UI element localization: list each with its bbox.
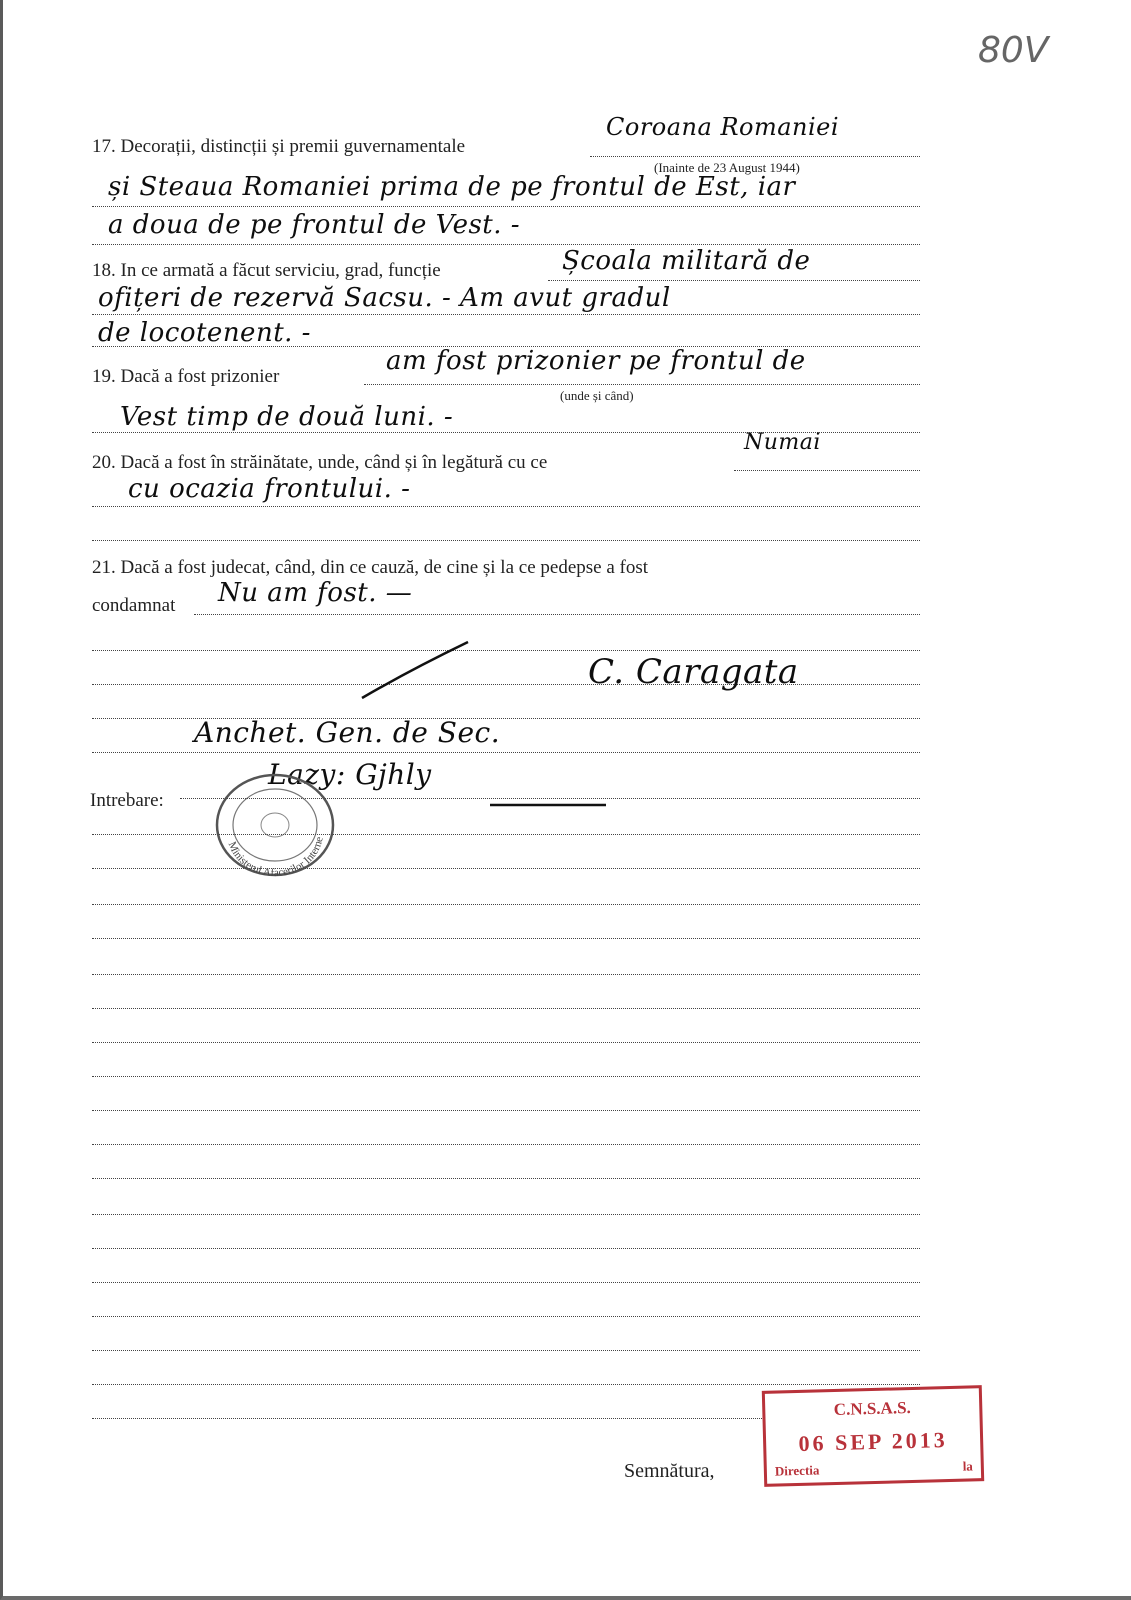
- question-20-label: 20. Dacă a fost în străinătate, unde, când și în legătură cu ce: [92, 452, 548, 473]
- answer-19-line-1: am fost prizonier pe frontul de: [386, 346, 806, 376]
- dotted-rule: [92, 938, 920, 939]
- question-17-label: 17. Decorații, distincții și premii guvernamentale: [92, 136, 466, 157]
- cnsas-stamp-org: C.N.S.A.S.: [833, 1398, 912, 1420]
- dotted-rule: [92, 752, 920, 753]
- dotted-rule: [92, 868, 920, 869]
- signature-stroke: [360, 640, 470, 700]
- cnsas-stamp-date: 06 SEP 2013: [798, 1427, 949, 1456]
- question-21-label-line-1: 21. Dacă a fost judecat, când, din ce cauză, de cine și la ce pedepse a fost: [92, 557, 649, 578]
- officer-note-line-1: Anchet. Gen. de Sec.: [194, 716, 501, 749]
- answer-20-line-2: cu ocazia frontului. -: [128, 474, 411, 504]
- cnsas-stamp: [762, 1385, 984, 1487]
- dotted-rule: [92, 1384, 920, 1385]
- dotted-rule: [92, 1418, 762, 1419]
- dotted-rule: [92, 314, 920, 315]
- dotted-rule: [92, 1316, 920, 1317]
- dotted-rule: [92, 506, 920, 507]
- svg-text:Ministerul Afacerilor Interne: [226, 836, 326, 879]
- dotted-rule: [92, 1042, 920, 1043]
- question-17-hint: (Inainte de 23 August 1944): [654, 160, 800, 175]
- answer-17-line-3: a doua de pe frontul de Vest. -: [108, 210, 521, 240]
- answer-20-line-1: Numai: [744, 430, 821, 455]
- cnsas-stamp-left: Directia: [774, 1462, 820, 1479]
- dotted-rule: [92, 1144, 920, 1145]
- dotted-rule: [92, 1008, 920, 1009]
- answer-18-line-3: de locotenent. -: [98, 318, 311, 348]
- dotted-rule: [734, 470, 920, 471]
- answer-17-line-2: și Steaua Romaniei prima de pe frontul de Est, iar: [108, 172, 796, 202]
- officer-note-line-2: Lazy: Gjhly: [268, 758, 432, 791]
- signature-label: Semnătura,: [624, 1460, 715, 1482]
- dotted-rule: [92, 206, 920, 207]
- intrebare-label: Intrebare:: [90, 790, 164, 811]
- dotted-rule: [180, 798, 920, 799]
- question-19-hint: (unde și când): [560, 388, 634, 403]
- dotted-rule: [92, 650, 920, 651]
- dotted-rule: [92, 1076, 920, 1077]
- round-stamp-text: Ministerul Afacerilor Interne: [225, 835, 326, 880]
- dotted-rule: [92, 1214, 920, 1215]
- answer-17-line-1: Coroana Romaniei: [606, 113, 840, 141]
- round-stamp: [213, 770, 343, 880]
- answer-21-line-1: Nu am fost. —: [218, 578, 413, 608]
- answer-19-line-2: Vest timp de două luni. -: [120, 402, 454, 432]
- dotted-rule: [590, 156, 920, 157]
- dotted-rule: [92, 1178, 920, 1179]
- dotted-rule: [92, 834, 920, 835]
- answer-18-line-1: Școala militară de: [562, 246, 811, 276]
- dotted-rule: [92, 244, 920, 245]
- dotted-rule: [364, 384, 920, 385]
- page-number: 80V: [978, 30, 1049, 71]
- question-18-label: 18. In ce armată a făcut serviciu, grad, funcție: [92, 260, 441, 281]
- cnsas-stamp-right: la: [962, 1458, 974, 1474]
- dotted-rule: [92, 1248, 920, 1249]
- question-21-label-line-2: condamnat: [92, 595, 176, 616]
- signature-caragata: C. Caragata: [588, 652, 799, 692]
- dotted-rule: [92, 1110, 920, 1111]
- dotted-rule: [92, 540, 920, 541]
- dotted-rule: [92, 974, 920, 975]
- answer-18-line-2: ofițeri de rezervă Sacsu. - Am avut gradul: [98, 283, 671, 313]
- dotted-rule: [92, 1282, 920, 1283]
- dotted-rule: [92, 1350, 920, 1351]
- dotted-rule: [92, 904, 920, 905]
- dotted-rule: [548, 280, 920, 281]
- question-19-label: 19. Dacă a fost prizonier: [92, 366, 280, 387]
- signature-underline: [488, 800, 608, 810]
- dotted-rule: [194, 614, 920, 615]
